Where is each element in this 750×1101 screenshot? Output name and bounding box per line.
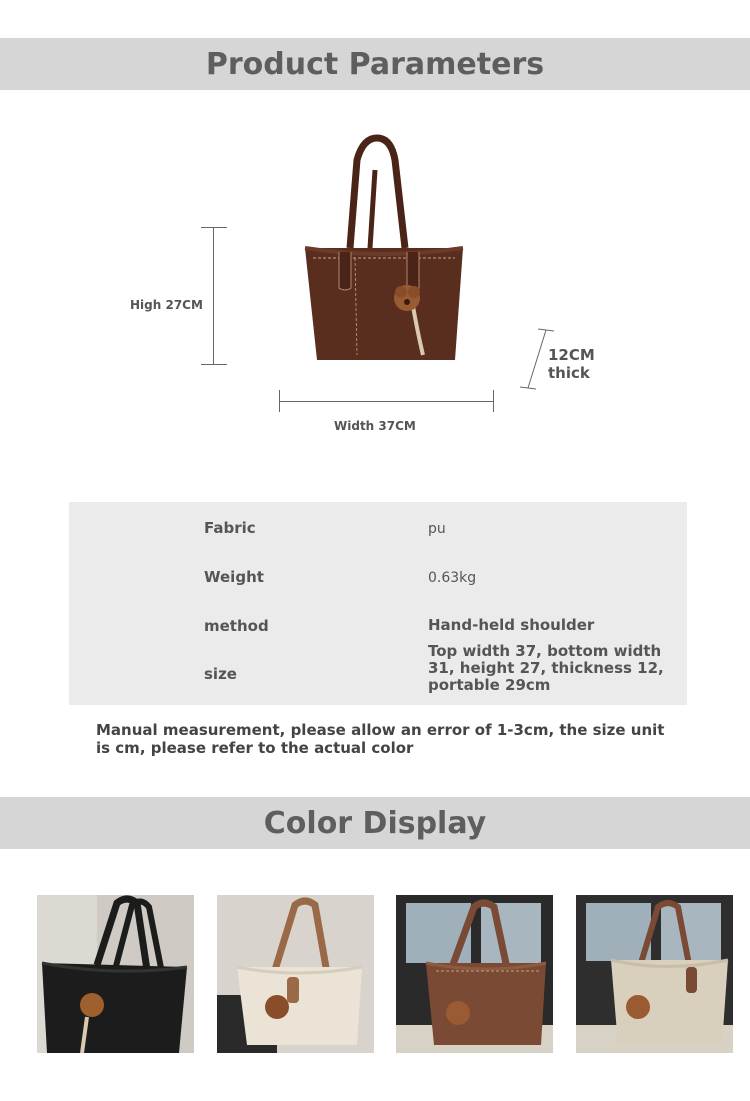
height-line <box>213 227 214 365</box>
color-swatch-cream[interactable] <box>217 895 374 1053</box>
width-line <box>279 401 493 402</box>
color-display-banner <box>0 797 750 849</box>
param-value: 0.63kg <box>428 570 477 586</box>
param-value: Hand-held shoulder <box>428 616 595 634</box>
color-swatch-black[interactable] <box>37 895 194 1053</box>
thickness-label <box>548 346 595 382</box>
height-bottom-tick <box>201 364 227 365</box>
measurement-note: Manual measurement, please allow an error of 1-3cm, the size unit is cm, please refer to the actual color <box>96 721 665 757</box>
height-top-tick <box>201 227 227 228</box>
param-key: Weight <box>204 568 264 586</box>
param-value: pu <box>428 521 446 537</box>
section-title: Color Display <box>263 805 487 841</box>
height-label: High 27CM <box>130 298 203 312</box>
thickness-value: 12CM <box>548 346 595 364</box>
param-key: method <box>204 617 269 635</box>
param-value: Top width 37, bottom width 31, height 27, thickness 12, portable 29cm <box>428 642 664 694</box>
main-bag-image <box>295 130 470 365</box>
section-title: Product Parameters <box>205 46 545 82</box>
product-parameters-banner <box>0 38 750 90</box>
thickness-unit: thick <box>548 364 590 382</box>
width-label: Width 37CM <box>334 419 416 433</box>
color-swatch-beige[interactable] <box>576 895 733 1053</box>
color-swatch-brown[interactable] <box>396 895 553 1053</box>
parameter-table <box>69 502 687 705</box>
param-key: Fabric <box>204 519 256 537</box>
width-right-tick <box>493 390 494 412</box>
param-key: size <box>204 665 237 683</box>
